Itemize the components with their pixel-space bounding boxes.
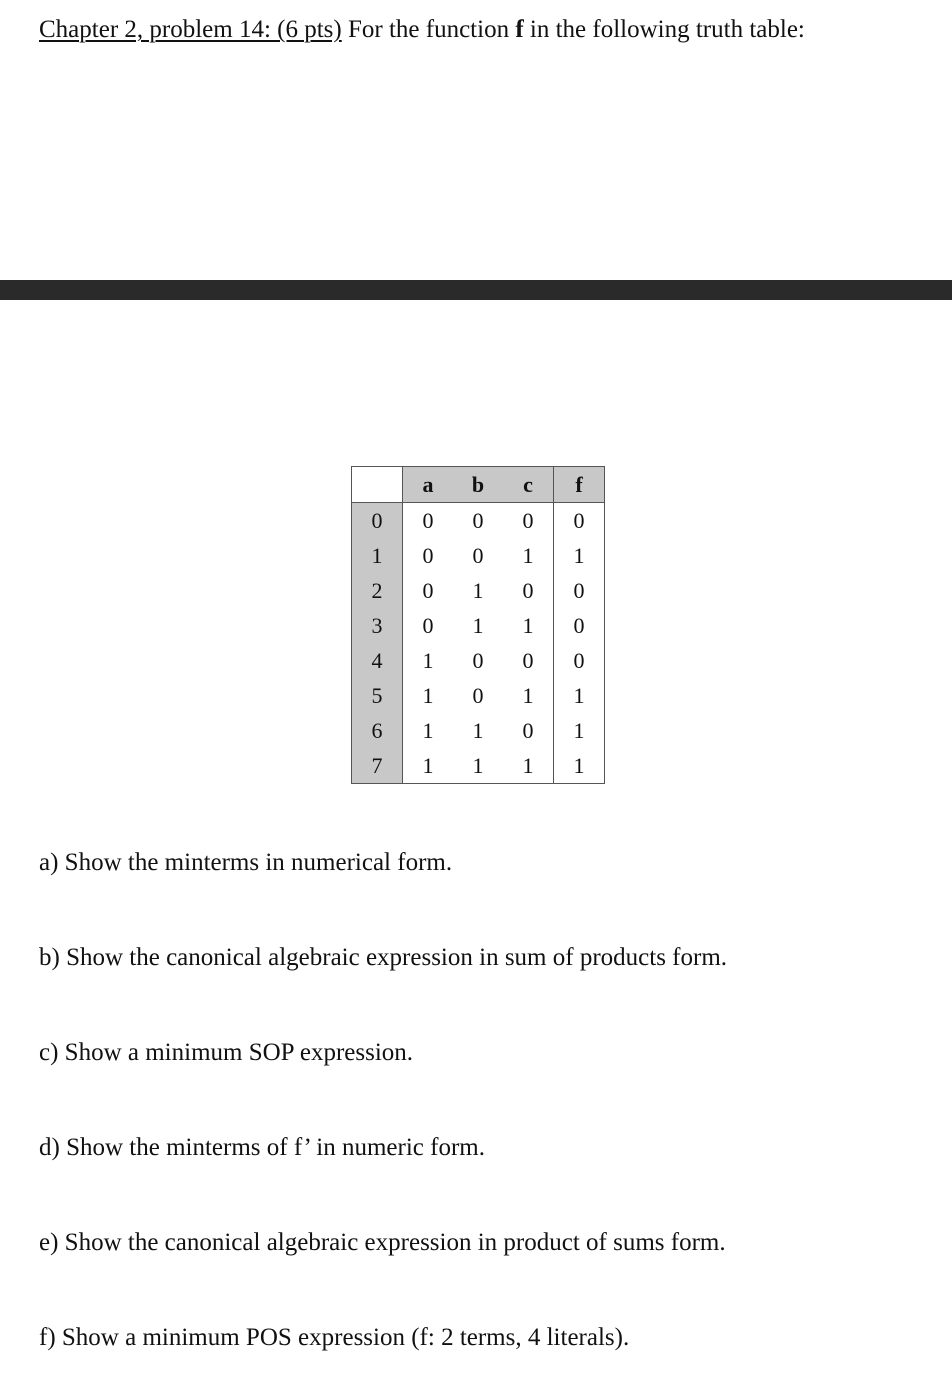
question-d: d) Show the minterms of f’ in numeric form. — [39, 1134, 485, 1161]
problem-number: Chapter 2, problem 14: (6 pts) — [39, 16, 342, 43]
output-cell: 0 — [554, 643, 605, 678]
row-index-cell: 5 — [352, 678, 403, 713]
table-cell: 0 — [522, 717, 534, 743]
divider-bar — [0, 280, 952, 300]
table-cell: 0 — [422, 577, 434, 603]
table-row — [352, 573, 605, 608]
row-index-cell: 4 — [352, 643, 403, 678]
row-index-cell: 7 — [352, 748, 403, 784]
table-cell: 1 — [453, 748, 503, 784]
output-cell: 0 — [554, 573, 605, 608]
row-index-cell: 6 — [352, 713, 403, 748]
header-cell-b: b — [453, 467, 503, 503]
table-cell: 1 — [403, 748, 454, 784]
question-a: a) Show the minterms in numerical form. — [39, 849, 453, 876]
header-cell-f: f — [554, 467, 605, 503]
table-row — [352, 748, 605, 784]
table-cell: 0 — [522, 577, 534, 603]
table-cell: 0 — [472, 647, 484, 673]
table-row — [352, 643, 605, 678]
table-row — [352, 538, 605, 573]
output-cell: 1 — [554, 713, 605, 748]
output-cell: 0 — [554, 608, 605, 643]
table-cell: 1 — [472, 612, 484, 638]
row-index-cell: 2 — [352, 573, 403, 608]
header-cell-c: c — [503, 467, 554, 503]
table-cell: 0 — [472, 542, 484, 568]
row-index-cell: 0 — [352, 503, 403, 539]
table-row — [352, 608, 605, 643]
output-cell: 1 — [554, 678, 605, 713]
question-f: f) Show a minimum POS expression (f: 2 terms, 4 literals). — [39, 1324, 630, 1351]
output-cell: 1 — [554, 538, 605, 573]
table-cell: 1 — [503, 748, 554, 784]
problem-heading — [39, 14, 805, 46]
table-row — [352, 678, 605, 713]
table-cell: 0 — [422, 612, 434, 638]
table-cell: 1 — [472, 577, 484, 603]
table-cell: 1 — [522, 542, 534, 568]
table-cell: 0 — [522, 507, 534, 533]
heading-rest-text: in the following truth table: — [523, 16, 805, 43]
table-cell: 1 — [422, 682, 434, 708]
question-c: c) Show a minimum SOP expression. — [39, 1039, 414, 1066]
table-cell: 0 — [522, 647, 534, 673]
table-cell: 1 — [522, 682, 534, 708]
truth-table — [351, 466, 605, 784]
table-header-row — [352, 467, 605, 503]
question-b: b) Show the canonical algebraic expression in sum of products form. — [39, 944, 728, 971]
table-cell: 0 — [422, 542, 434, 568]
output-cell: 1 — [554, 748, 605, 784]
header-corner-cell — [352, 467, 403, 503]
table-cell: 1 — [472, 717, 484, 743]
row-index-cell: 1 — [352, 538, 403, 573]
table-cell: 0 — [422, 507, 434, 533]
table-cell: 0 — [472, 507, 484, 533]
table-cell: 0 — [472, 682, 484, 708]
table-row — [352, 713, 605, 748]
heading-lead-text: For the function — [341, 16, 516, 43]
header-cell-a: a — [403, 467, 454, 503]
table-cell: 1 — [422, 717, 434, 743]
table-cell: 1 — [422, 647, 434, 673]
question-e: e) Show the canonical algebraic expression in product of sums form. — [39, 1229, 726, 1256]
function-name: f — [515, 16, 524, 43]
table-cell: 1 — [522, 612, 534, 638]
table-row — [352, 503, 605, 539]
output-cell: 0 — [554, 503, 605, 539]
row-index-cell: 3 — [352, 608, 403, 643]
